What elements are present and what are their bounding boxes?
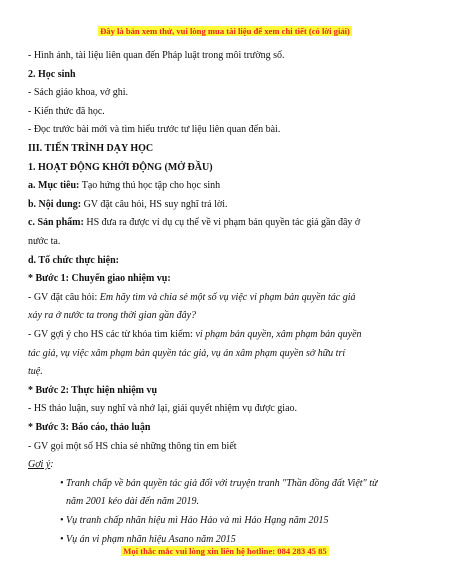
step2-text: - HS thảo luận, suy nghĩ và nhớ lại, giải quyết nhiệm vụ được giao. <box>28 403 298 415</box>
student-item-2: - Kiến thức đã học. <box>28 105 105 117</box>
step1-hint-line-2: tác giả, vụ việc xâm phạm bản quyền tác giả, vụ án xâm phạm quyền sở hữu trí <box>28 347 346 359</box>
organization-heading: d. Tổ chức thực hiện: <box>28 254 119 266</box>
hotline-notice-text: Mọi thắc mắc vui lòng xin liên hệ hotline: 084 283 45 85 <box>123 546 327 556</box>
student-item-1: - Sách giáo khoa, vở ghi. <box>28 87 128 99</box>
content-text: GV đặt câu hỏi, HS suy nghĩ trả lời. <box>81 198 228 210</box>
step3-heading: * Bước 3: Báo cáo, thảo luận <box>28 422 151 433</box>
step1-hint-prefix: - GV gợi ý cho HS các từ khóa tìm kiếm: <box>28 329 196 340</box>
suggestion-item-1-line-2: năm 2001 kéo dài đến năm 2019. <box>66 496 200 508</box>
product-label: c. Sản phẩm: <box>28 217 84 229</box>
suggestion-heading <box>28 458 426 471</box>
step1-hint-line-3: tuệ. <box>28 366 43 378</box>
hotline-notice-banner <box>0 546 450 556</box>
product-line <box>28 216 426 229</box>
student-heading: 2. Học sinh <box>28 68 76 80</box>
step1-hint-line-1 <box>28 328 426 341</box>
content-label: b. Nội dung: <box>28 198 82 210</box>
suggestion-item-1-line-1: • Tranh chấp về bản quyền tác giả đối với truyện tranh "Thần đồng đất Việt" từ <box>60 477 378 489</box>
student-item-3: - Đọc trước bài mới và tìm hiểu trước tư liệu liên quan đến bài. <box>28 124 281 136</box>
step1-question-prefix: - GV đặt câu hỏi: <box>28 291 100 303</box>
objective-line <box>28 179 426 192</box>
step1-question-line-1 <box>28 291 426 304</box>
step3-text: - GV gọi một số HS chia sẻ những thông tin em biết <box>28 440 237 452</box>
suggestion-item-2: • Vụ tranh chấp nhãn hiệu mì Hảo Hảo và mì Hảo Hạng năm 2015 <box>60 515 329 526</box>
objective-label: a. Mục tiêu: <box>28 180 80 192</box>
content-line <box>28 198 426 211</box>
objective-text: Tạo hứng thú học tập cho học sinh <box>79 180 221 192</box>
product-line-2: nước ta. <box>28 236 61 247</box>
step1-question-line-2: xảy ra ở nước ta trong thời gian gần đây? <box>28 310 197 322</box>
teacher-material-item: - Hình ảnh, tài liệu liên quan đến Pháp luật trong môi trường số. <box>28 50 285 61</box>
product-text: HS đưa ra được ví dụ cụ thể về vi phạm bản quyền tác giả gần đây ở <box>83 217 361 229</box>
section-heading: III. TIẾN TRÌNH DẠY HỌC <box>28 143 154 154</box>
step1-heading: * Bước 1: Chuyển giao nhiệm vụ: <box>28 273 171 285</box>
preview-notice-banner <box>0 26 450 36</box>
suggestion-colon: : <box>50 459 54 471</box>
suggestion-item-3: • Vụ án vi phạm nhãn hiệu Asano năm 2015 <box>60 533 236 545</box>
suggestion-label: Gợi ý <box>28 459 51 471</box>
activity-heading: 1. HOẠT ĐỘNG KHỞI ĐỘNG (MỞ ĐẦU) <box>28 161 213 173</box>
step2-heading: * Bước 2: Thực hiện nhiệm vụ <box>28 384 158 396</box>
preview-notice-text: Đây là bản xem thử, vui lòng mua tài liệu để xem chi tiết (có lời giải) <box>100 26 350 36</box>
step1-question-text: Em hãy tìm và chia sẻ một số vụ việc vi phạm bản quyền tác giả <box>99 291 356 303</box>
step1-hint-keywords: vi phạm bản quyền, xâm phạm bản quyền <box>195 329 362 340</box>
